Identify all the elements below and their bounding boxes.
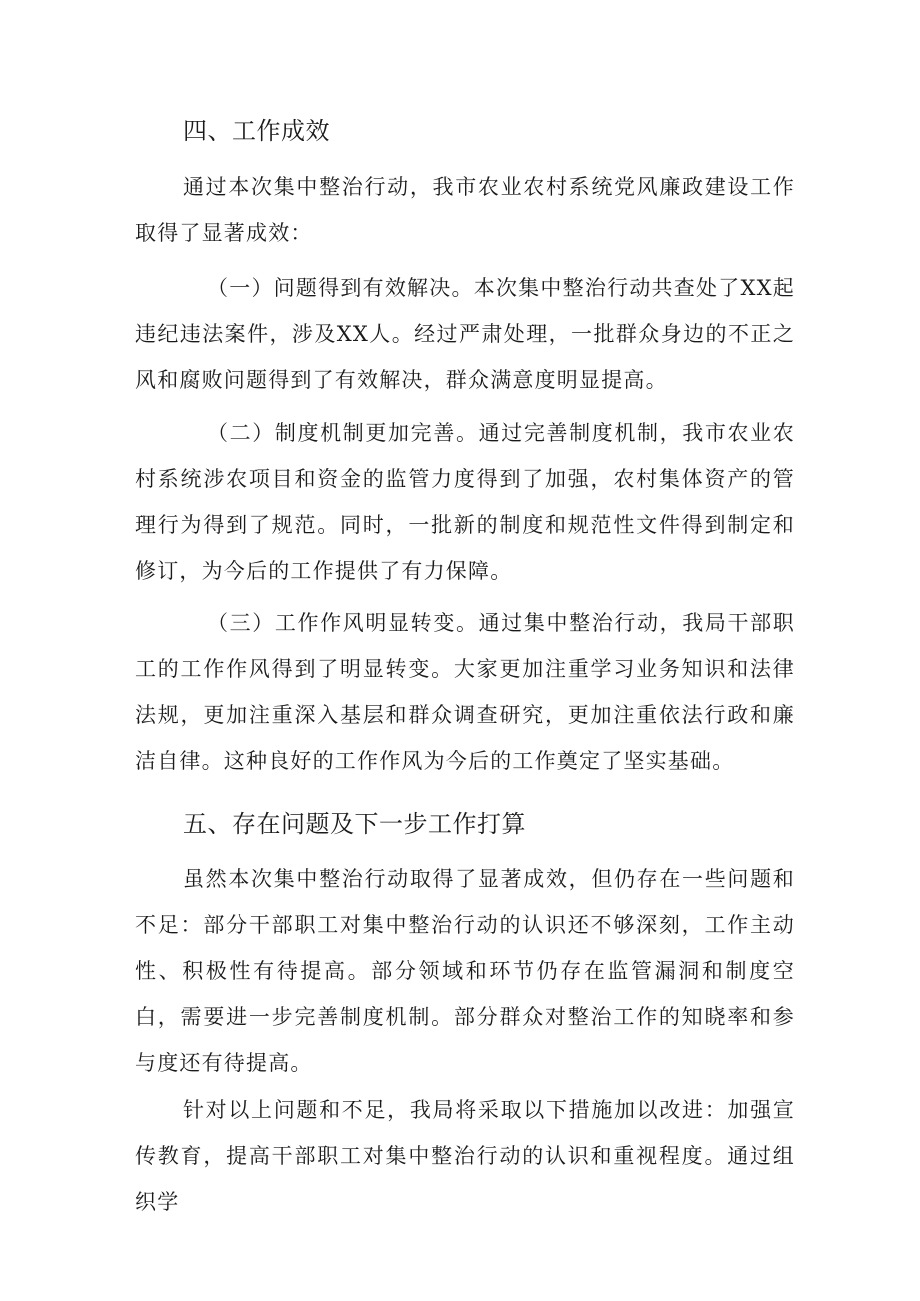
paragraph: （一）问题得到有效解决。本次集中整治行动共查处了XX起违纪违法案件，涉及XX人。经过严肃处理，一批群众身边的不正之风和腐败问题得到了有效解决，群众满意度明显提高。 (135, 276, 795, 392)
paragraph: 通过本次集中整治行动，我市农业农村系统党风廉政建设工作取得了显著成效： (135, 175, 795, 245)
section-heading: 四、工作成效 (183, 117, 330, 145)
section-heading: 五、存在问题及下一步工作打算 (183, 810, 526, 838)
paragraph: 针对以上问题和不足，我局将采取以下措施加以改进：加强宣传教育，提高干部职工对集中整治行动的认识和重视程度。通过组织学 (135, 1098, 795, 1214)
paragraph: （三）工作作风明显转变。通过集中整治行动，我局干部职工的工作作风得到了明显转变。大家更加注重学习业务知识和法律法规，更加注重深入基层和群众调查研究，更加注重依法行政和廉洁自律。这种良好的工作作风为今后的工作奠定了坚实基础。 (135, 611, 795, 773)
paragraph: 虽然本次集中整治行动取得了显著成效，但仍存在一些问题和不足：部分干部职工对集中整治行动的认识还不够深刻，工作主动性、积极性有待提高。部分领域和环节仍存在监管漏洞和制度空白，需要进一步完善制度机制。部分群众对整治工作的知晓率和参与度还有待提高。 (135, 867, 795, 1075)
paragraph: （二）制度机制更加完善。通过完善制度机制，我市农业农村系统涉农项目和资金的监管力度得到了加强，农村集体资产的管理行为得到了规范。同时，一批新的制度和规范性文件得到制定和修订，为今后的工作提供了有力保障。 (135, 421, 795, 583)
